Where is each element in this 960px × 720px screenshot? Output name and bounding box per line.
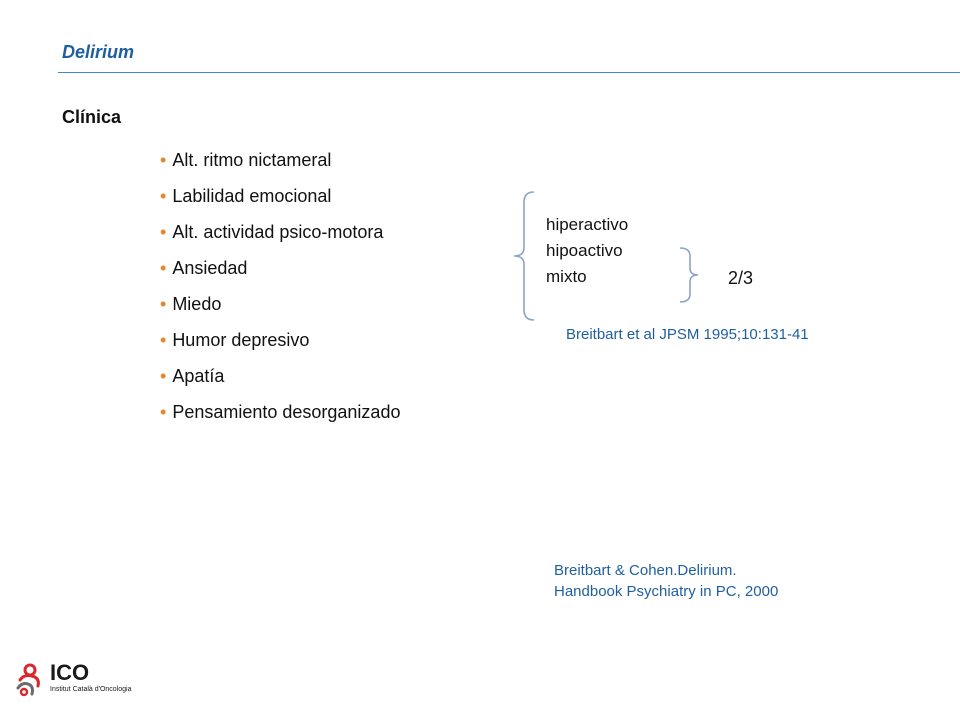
bullet-dot-icon: • [160,150,167,170]
symptom-item [160,328,400,364]
section-title: Clínica [62,107,122,127]
reference-line: Handbook Psychiatry in PC, 2000 [554,583,779,600]
symptom-item [160,364,400,400]
bullet-dot-icon: • [160,330,167,350]
bullet-dot-icon: • [160,222,167,242]
symptom-label: Alt. ritmo nictameral [172,150,332,170]
bullet-dot-icon: • [160,402,167,422]
subtype-item: mixto [546,267,587,286]
bullet-dot-icon: • [160,366,167,386]
symptom-item [160,220,400,256]
ico-logo-icon [14,662,46,698]
symptom-item [160,292,400,328]
symptom-list [160,148,400,436]
subtype-item: hiperactivo [546,215,629,234]
symptom-item [160,148,400,184]
ico-logo [14,656,154,702]
symptom-label: Apatía [172,366,225,386]
symptom-item [160,184,400,220]
header-divider [58,72,960,73]
bullet-dot-icon: • [160,294,167,314]
symptom-label: Ansiedad [172,258,248,278]
reference-citation-book [554,560,874,602]
symptom-label: Labilidad emocional [172,186,332,206]
bullet-dot-icon: • [160,258,167,278]
symptom-label: Miedo [172,294,222,314]
reference-citation: Breitbart et al JPSM 1995;10:131-41 [566,326,809,343]
logo-name: ICO [50,660,90,685]
reference-line: Breitbart & Cohen.Delirium. [554,562,737,579]
symptom-item [160,400,400,436]
symptom-item [160,256,400,292]
subtype-item: hipoactivo [546,241,623,260]
header-title: Delirium [62,42,135,62]
left-curly-brace-icon [508,190,538,322]
symptom-label: Pensamiento desorganizado [172,402,401,422]
bullet-dot-icon: • [160,186,167,206]
fraction-value: 2/3 [728,268,754,288]
symptom-label: Humor depresivo [172,330,310,350]
right-curly-brace-icon [678,246,702,304]
subtype-list [546,212,628,290]
logo-subtitle: Institut Català d'Oncologia [50,686,132,693]
symptom-label: Alt. actividad psico-motora [172,222,384,242]
